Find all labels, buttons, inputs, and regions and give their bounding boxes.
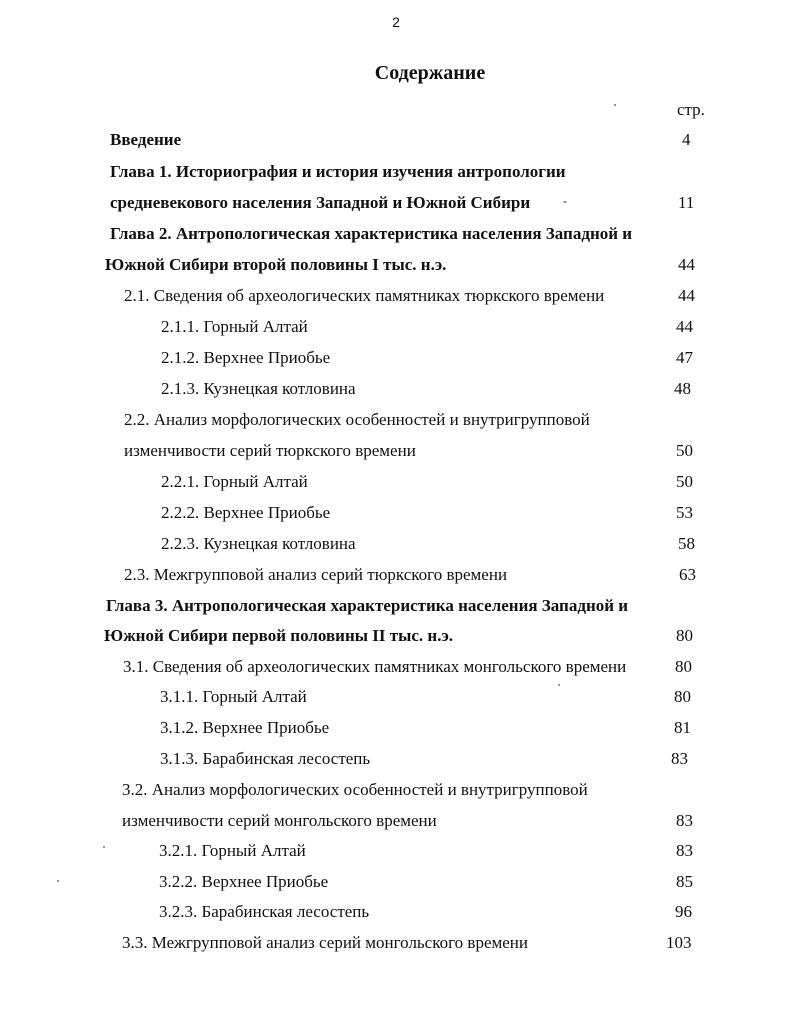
toc-entry-text: 3.1.2. Верхнее Приобье — [160, 718, 330, 737]
toc-entry-page: 83 — [671, 749, 688, 768]
toc-entry-text: 3.3. Межгрупповой анализ серий монгольского времени — [122, 933, 528, 952]
toc-entry-text: 2.3. Межгрупповой анализ серий тюркского времени — [124, 565, 508, 584]
toc-entry-text: Глава 3. Антропологическая характеристика населения Западной и — [106, 596, 629, 615]
toc-entry-text: 3.2.3. Барабинская лесостепь — [159, 902, 370, 921]
toc-entry-text: 3.1. Сведения об археологических памятниках монгольского времени — [123, 657, 627, 676]
toc-entry-page: 83 — [676, 841, 693, 860]
toc-entry-page: 81 — [674, 718, 691, 737]
toc-entry-text: Глава 1. Историография и история изучения антропологии — [110, 162, 566, 181]
toc-entry-page: 85 — [676, 872, 693, 891]
stray-mark: - — [563, 194, 567, 208]
toc-entry-text: 3.2. Анализ морфологических особенностей и внутригрупповой — [122, 780, 588, 799]
toc-entry-text: 2.2.1. Горный Алтай — [161, 472, 308, 491]
toc-entry-page: 96 — [675, 902, 692, 921]
scan-speck — [558, 684, 560, 686]
toc-entry-page: 48 — [674, 379, 691, 398]
toc-entry-page: 44 — [678, 286, 695, 305]
toc-entry-page: 80 — [675, 657, 692, 676]
toc-entry-text: Южной Сибири второй половины I тыс. н.э. — [105, 255, 447, 274]
scan-speck — [614, 104, 616, 106]
toc-entry-text: 2.1.2. Верхнее Приобье — [161, 348, 331, 367]
toc-entry-page: 50 — [676, 441, 693, 460]
toc-entry-text: 2.1.3. Кузнецкая котловина — [161, 379, 356, 398]
toc-entry-page: 58 — [678, 534, 695, 553]
page-column-label: стр. — [677, 100, 705, 119]
toc-entry-page: 83 — [676, 811, 693, 830]
toc-entry-text: Введение — [110, 130, 182, 149]
toc-entry-page: 4 — [682, 130, 691, 149]
toc-entry-text: Глава 2. Антропологическая характеристика населения Западной и — [110, 224, 633, 243]
toc-entry-text: 2.2.3. Кузнецкая котловина — [161, 534, 356, 553]
toc-entry-page: 103 — [666, 933, 692, 952]
toc-entry-page: 80 — [674, 687, 691, 706]
toc-entry-text: 3.2.2. Верхнее Приобье — [159, 872, 329, 891]
page-number: 2 — [392, 14, 400, 30]
toc-entry-page: 80 — [676, 626, 693, 645]
toc-entry-text: 2.2. Анализ морфологических особенностей и внутригрупповой — [124, 410, 590, 429]
toc-entry-text: изменчивости серий тюркского времени — [124, 441, 416, 460]
toc-entry-page: 53 — [676, 503, 693, 522]
toc-entry-text: 2.2.2. Верхнее Приобье — [161, 503, 331, 522]
toc-entry-page: 47 — [676, 348, 693, 367]
toc-entry-page: 50 — [676, 472, 693, 491]
toc-entry-page: 44 — [678, 255, 695, 274]
scan-speck — [103, 846, 105, 848]
toc-entry-text: 3.2.1. Горный Алтай — [159, 841, 306, 860]
page-title: Содержание — [374, 62, 486, 84]
toc-entry-text: Южной Сибири первой половины II тыс. н.э. — [104, 626, 454, 645]
toc-entry-text: 3.1.1. Горный Алтай — [160, 687, 307, 706]
toc-entry-text: 3.1.3. Барабинская лесостепь — [160, 749, 371, 768]
toc-entry-text: средневекового населения Западной и Южной Сибири — [110, 193, 531, 212]
toc-entry-text: 2.1. Сведения об археологических памятниках тюркского времени — [124, 286, 605, 305]
toc-entry-text: изменчивости серий монгольского времени — [122, 811, 437, 830]
toc-entry-page: 63 — [679, 565, 696, 584]
toc-entry-text: 2.1.1. Горный Алтай — [161, 317, 308, 336]
scan-speck — [57, 880, 59, 882]
toc-entry-page: 44 — [676, 317, 693, 336]
toc-entry-page: 11 — [678, 193, 695, 212]
